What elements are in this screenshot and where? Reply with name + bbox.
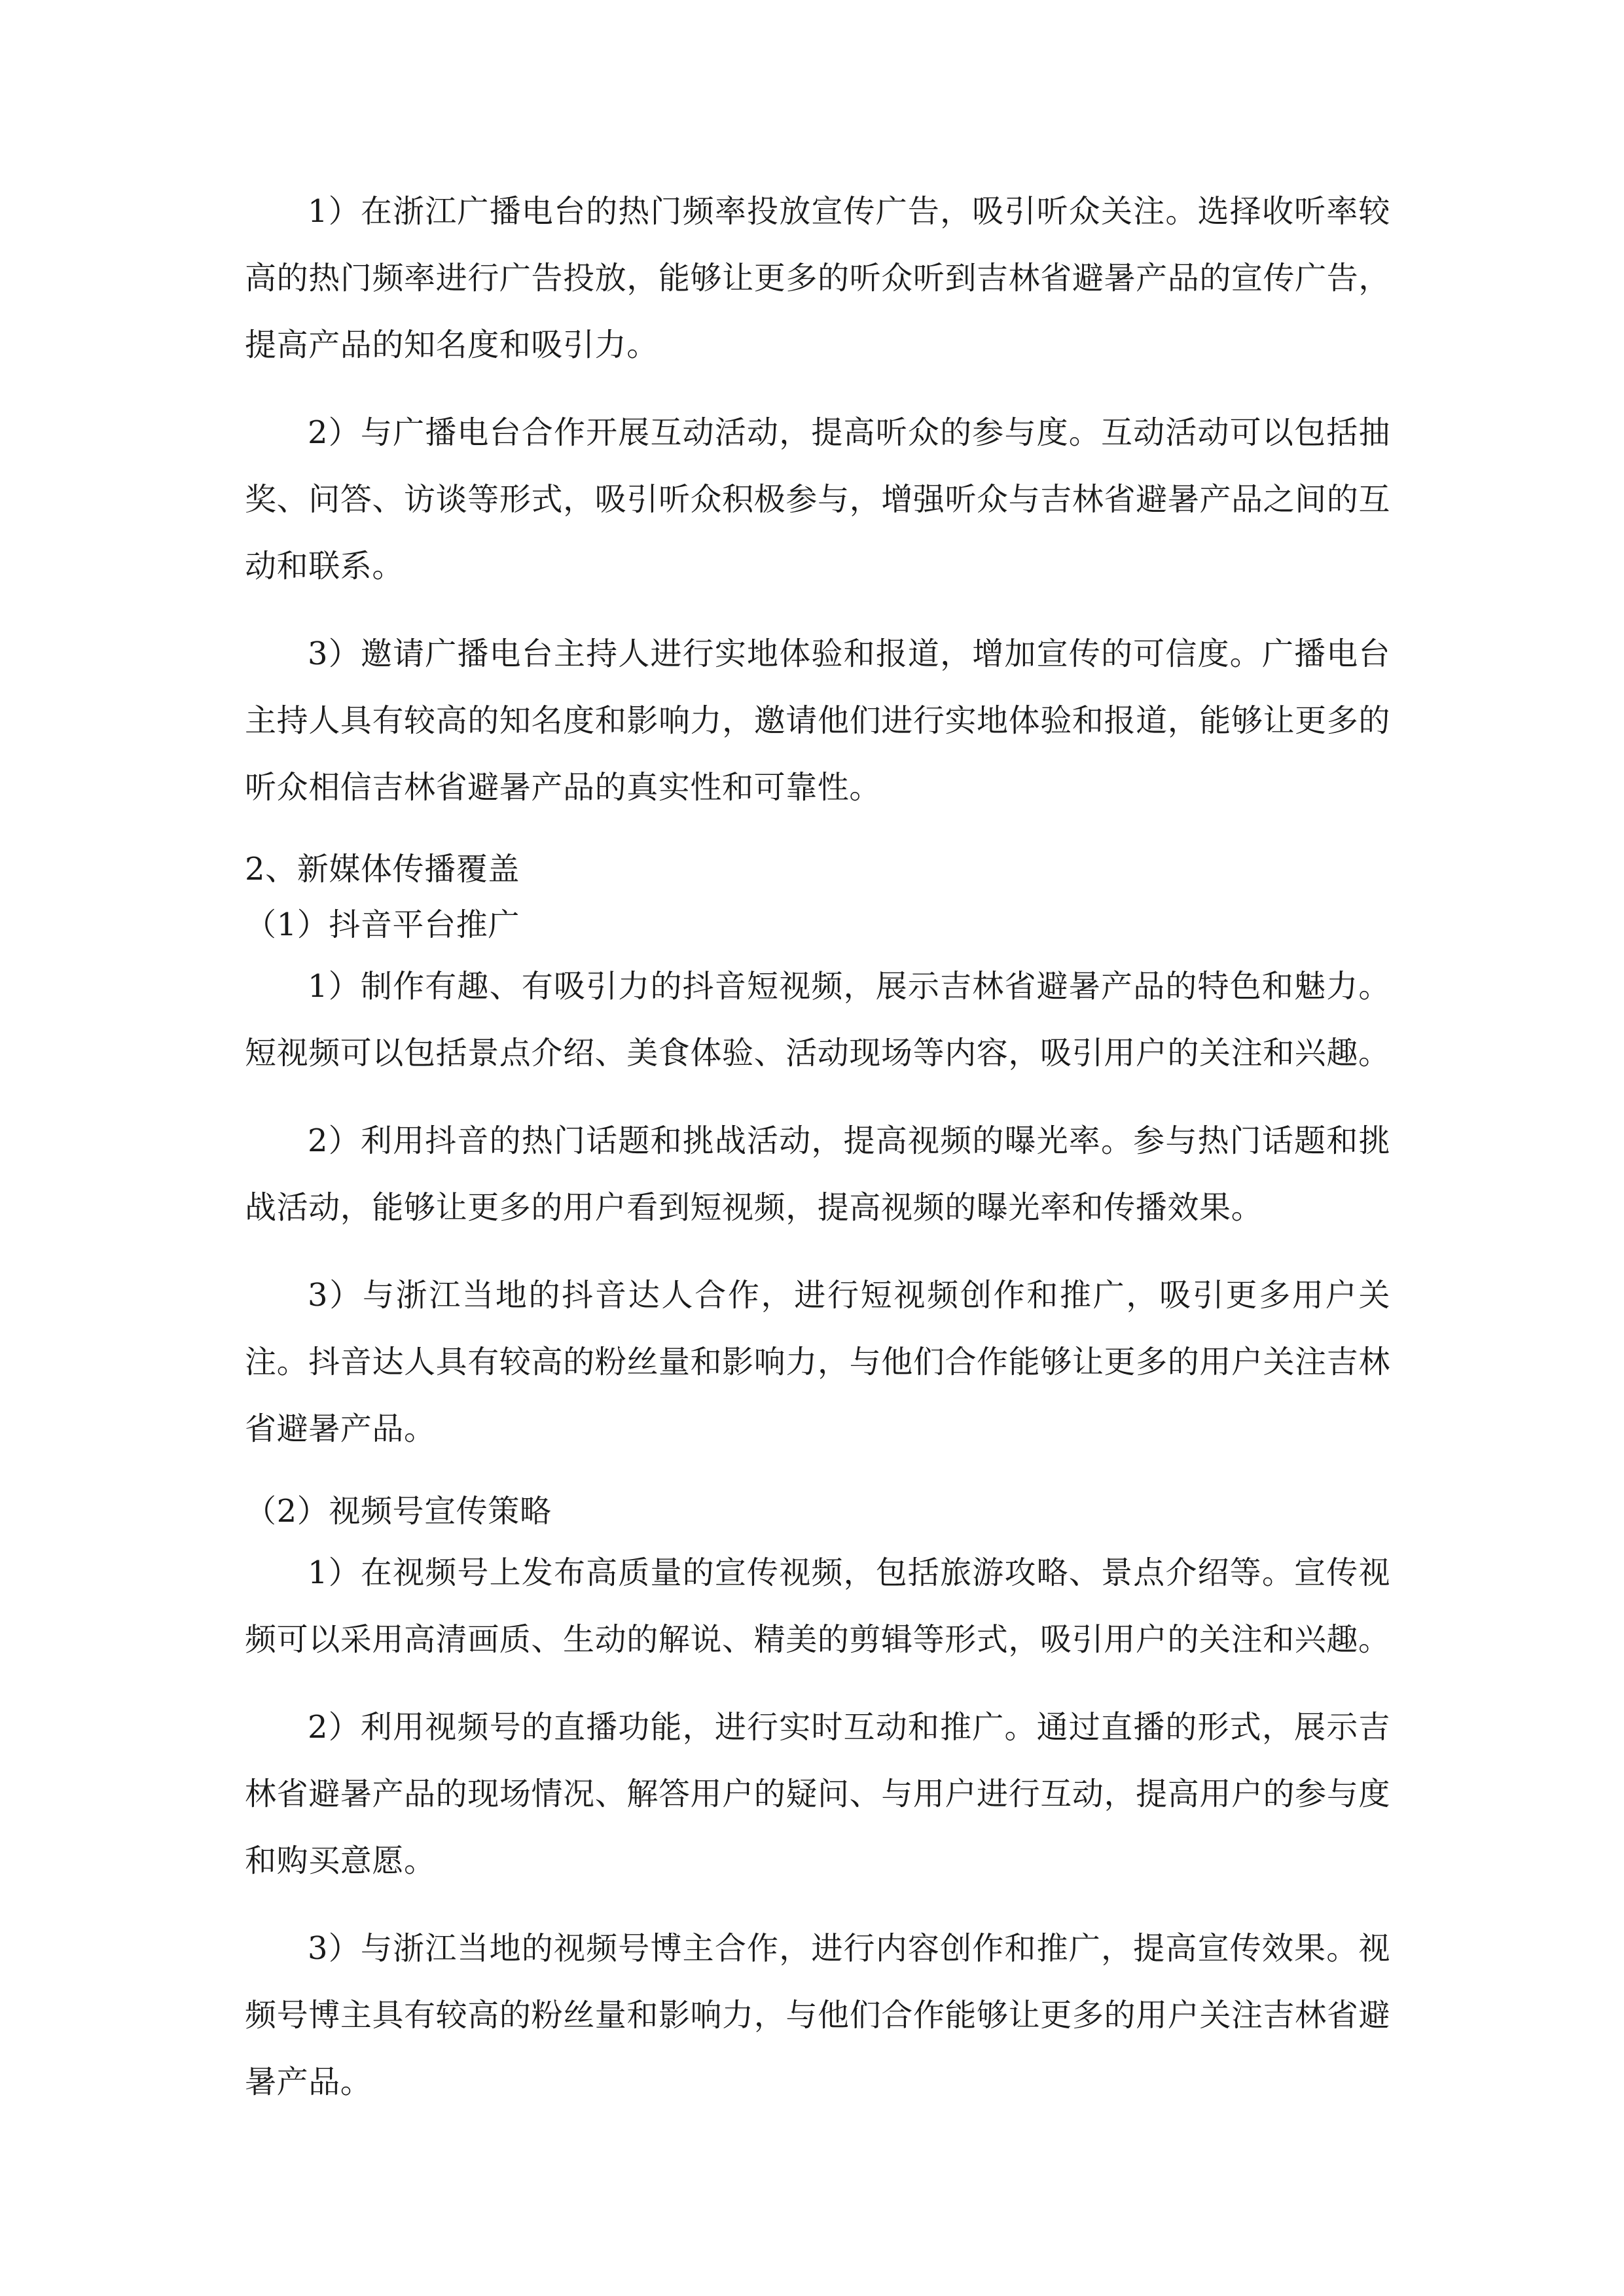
paragraph-radio-3: 3）邀请广播电台主持人进行实地体验和报道，增加宣传的可信度。广播电台主持人具有较高的知名度和影响力，邀请他们进行实地体验和报道，能够让更多的听众相信吉林省避暑产品的真实性和可靠性。 (245, 636, 1390, 806)
section-heading: 2、新媒体传播覆盖 (245, 851, 520, 888)
document-body (245, 178, 1390, 2136)
paragraph-douyin-3: 3）与浙江当地的抖音达人合作，进行短视频创作和推广，吸引更多用户关注。抖音达人具有较高的粉丝量和影响力，与他们合作能够让更多的用户关注吉林省避暑产品。 (245, 1277, 1390, 1447)
paragraph-shipinhao-1: 1）在视频号上发布高质量的宣传视频，包括旅游攻略、景点介绍等。宣传视频可以采用高清画质、生动的解说、精美的剪辑等形式，吸引用户的关注和兴趣。 (245, 1554, 1390, 1658)
paragraph-douyin-1: 1）制作有趣、有吸引力的抖音短视频，展示吉林省避暑产品的特色和魅力。短视频可以包括景点介绍、美食体验、活动现场等内容，吸引用户的关注和兴趣。 (245, 968, 1390, 1071)
paragraph-radio-2: 2）与广播电台合作开展互动活动，提高听众的参与度。互动活动可以包括抽奖、问答、访谈等形式，吸引听众积极参与，增强听众与吉林省避暑产品之间的互动和联系。 (245, 414, 1390, 584)
paragraph-shipinhao-2: 2）利用视频号的直播功能，进行实时互动和推广。通过直播的形式，展示吉林省避暑产品的现场情况、解答用户的疑问、与用户进行互动，提高用户的参与度和购买意愿。 (245, 1709, 1390, 1879)
douyin-subheading: （1）抖音平台推广 (245, 906, 520, 943)
paragraph-radio-1: 1）在浙江广播电台的热门频率投放宣传广告，吸引听众关注。选择收听率较高的热门频率进行广告投放，能够让更多的听众听到吉林省避暑产品的宣传广告，提高产品的知名度和吸引力。 (245, 193, 1390, 363)
shipinhao-subheading: （2）视频号宣传策略 (245, 1493, 552, 1530)
paragraph-shipinhao-3: 3）与浙江当地的视频号博主合作，进行内容创作和推广，提高宣传效果。视频号博主具有较高的粉丝量和影响力，与他们合作能够让更多的用户关注吉林省避暑产品。 (245, 1930, 1390, 2100)
paragraph-douyin-2: 2）利用抖音的热门话题和挑战活动，提高视频的曝光率。参与热门话题和挑战活动，能够让更多的用户看到短视频，提高视频的曝光率和传播效果。 (245, 1122, 1390, 1226)
